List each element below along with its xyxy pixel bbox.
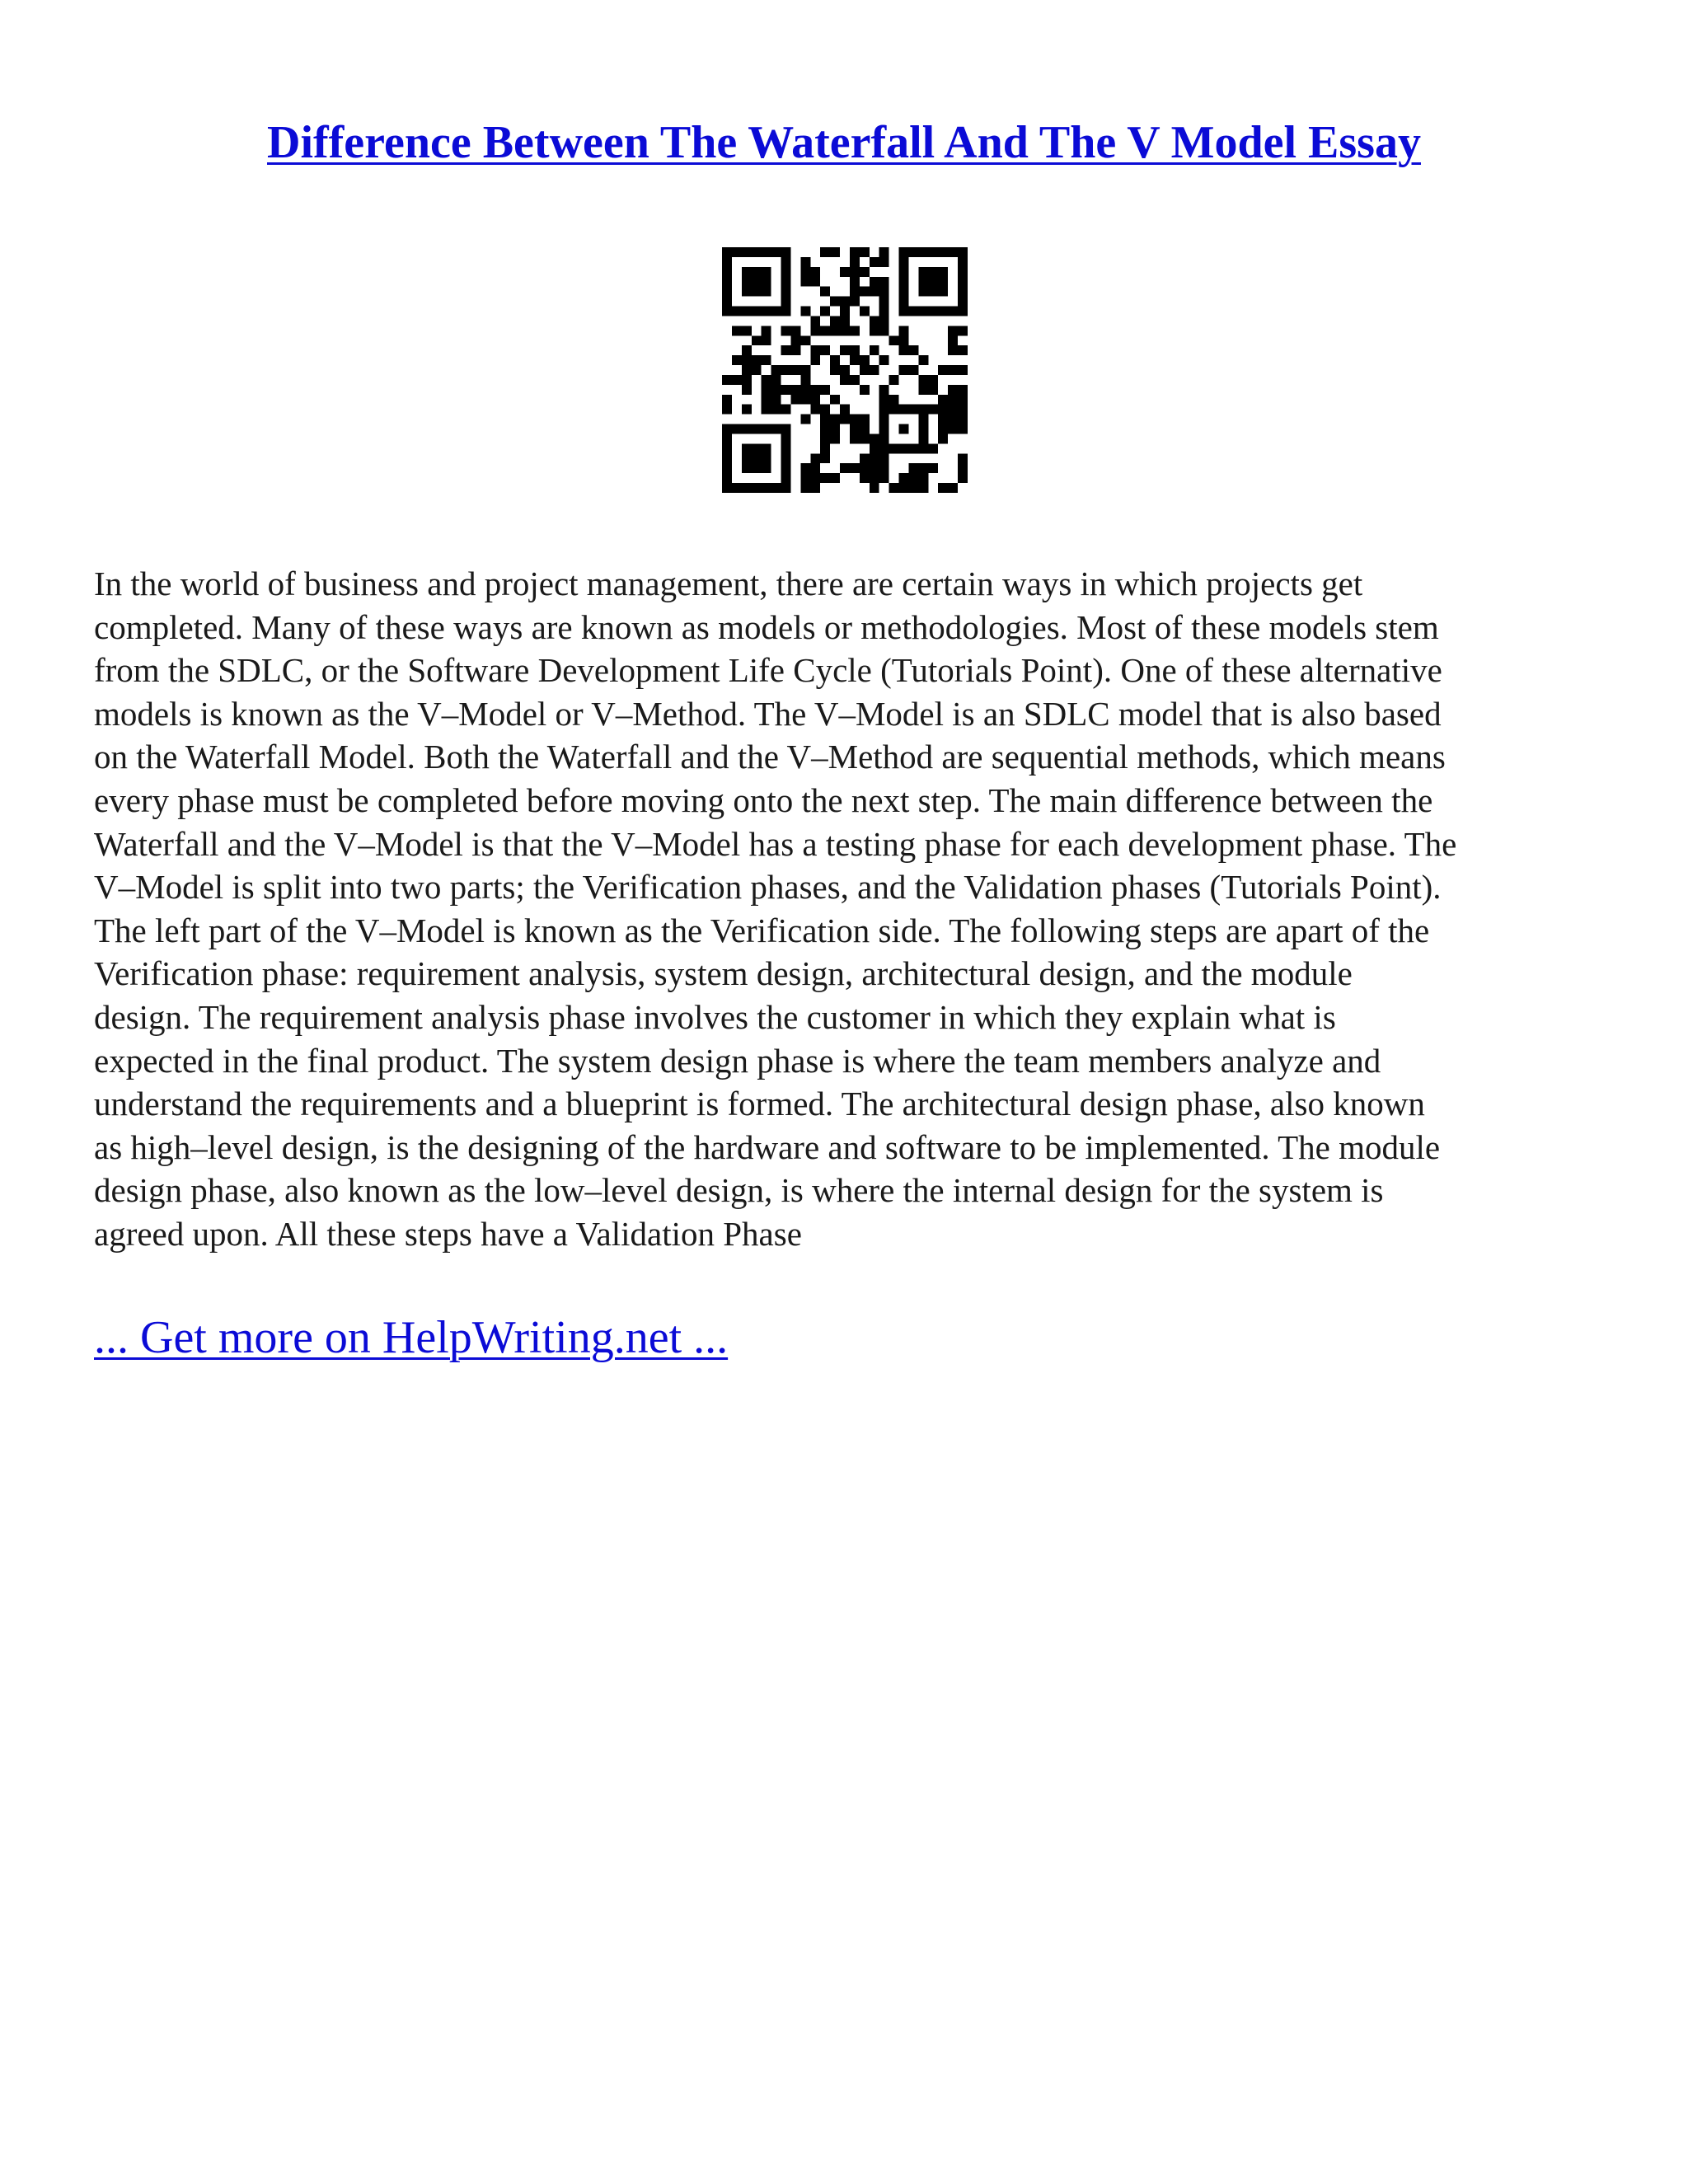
more-link-paragraph — [94, 1309, 728, 1366]
body-line: as high–level design, is the designing of the hardware and software to be implemented. The module — [94, 1127, 1441, 1166]
body-line: from the SDLC, or the Software Development Life Cycle (Tutorials Point). One of these alternative — [94, 651, 1442, 690]
qr-code-icon — [722, 247, 968, 493]
page-title — [0, 114, 1688, 171]
get-more-link[interactable]: ... Get more on HelpWriting.net ... — [94, 1312, 729, 1363]
qr-code-graphic — [722, 247, 968, 493]
body-line: models is known as the V–Model or V–Method. The V–Model is an SDLC model that is also based — [94, 694, 1442, 733]
body-line: agreed upon. All these steps have a Validation Phase — [94, 1214, 802, 1253]
body-line: understand the requirements and a blueprint is formed. The architectural design phase, also known — [94, 1085, 1425, 1123]
body-line: design phase, also known as the low–level design, is where the internal design for the system is — [94, 1171, 1384, 1210]
title-link[interactable]: Difference Between The Waterfall And The V Model Essay — [267, 117, 1421, 168]
body-line: every phase must be completed before moving onto the next step. The main difference between the — [94, 780, 1433, 819]
body-line: V–Model is split into two parts; the Verification phases, and the Validation phases (Tutorials Point). — [94, 868, 1442, 907]
body-line: In the world of business and project management, there are certain ways in which projects get — [94, 565, 1363, 602]
body-line: design. The requirement analysis phase involves the customer in which they explain what is — [94, 997, 1336, 1036]
body-line: on the Waterfall Model. Both the Waterfall and the V–Method are sequential methods, which means — [94, 738, 1446, 776]
body-line: The left part of the V–Model is known as the Verification side. The following steps are apart of the — [94, 911, 1430, 949]
body-line: completed. Many of these ways are known as models or methodologies. Most of these models stem — [94, 607, 1439, 646]
essay-excerpt — [94, 562, 1602, 1256]
body-line: Waterfall and the V–Model is that the V–Model has a testing phase for each development phase. The — [94, 824, 1457, 863]
body-line: Verification phase: requirement analysis, system design, architectural design, and the module — [94, 954, 1353, 993]
body-line: expected in the final product. The system design phase is where the team members analyze and — [94, 1041, 1381, 1080]
